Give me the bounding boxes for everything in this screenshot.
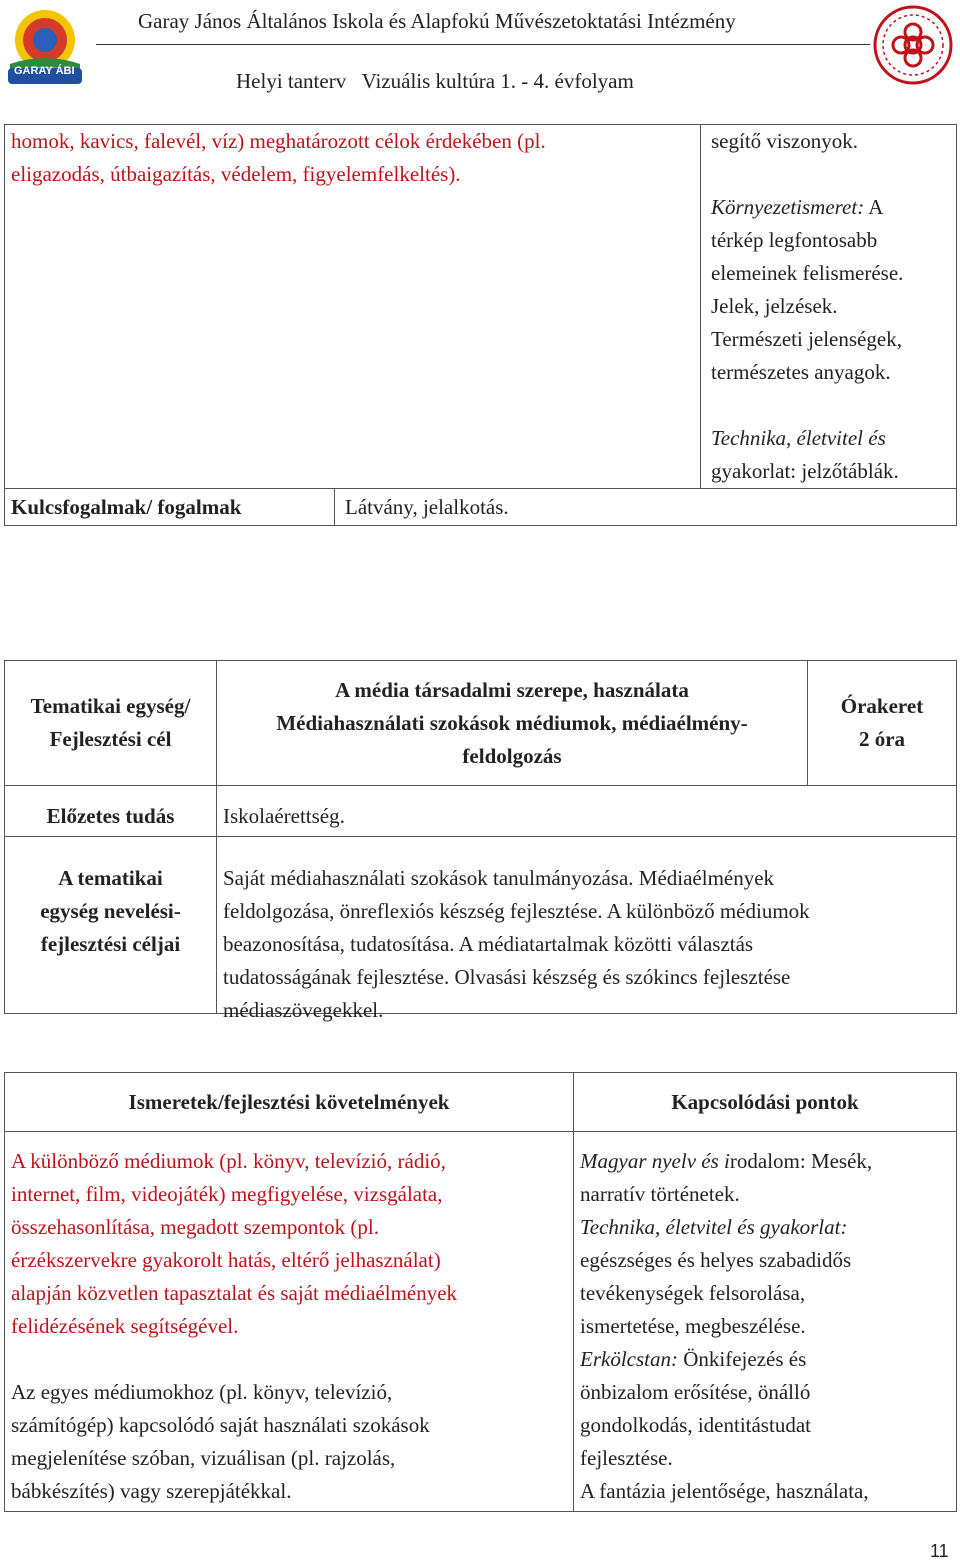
text-line: Jelek, jelzések. bbox=[711, 294, 838, 318]
requirement-line: Az egyes médiumokhoz (pl. könyv, televízió, bbox=[11, 1380, 393, 1404]
requirement-line: érzékszervekre gyakorolt hatás, eltérő jelhasználat) bbox=[11, 1248, 441, 1272]
unit-label-cell bbox=[4, 660, 217, 786]
requirement-line: összehasonlítása, megadott szempontok (pl. bbox=[11, 1215, 380, 1239]
header-divider bbox=[96, 44, 870, 45]
text-line: gyakorlat: jelzőtáblák. bbox=[711, 459, 899, 483]
text-line: Természeti jelenségek, bbox=[711, 327, 902, 351]
goal-line: tudatosságának fejlesztése. Olvasási készség és szókincs fejlesztése bbox=[223, 965, 791, 989]
seal-logo bbox=[868, 2, 958, 88]
text-line: A tematikai bbox=[58, 866, 163, 890]
key-concepts-value: Látvány, jelalkotás. bbox=[334, 488, 957, 526]
text-line: ismertetése, megbeszélése. bbox=[580, 1314, 806, 1338]
continuation-links-cell bbox=[700, 124, 957, 489]
goal-line: feldolgozása, önreflexiós készség fejlesztése. A különböző médiumok bbox=[223, 899, 810, 923]
requirement-line: alapján közvetlen tapasztalat és saját médiaélmények bbox=[11, 1281, 458, 1305]
literature-link bbox=[580, 1145, 950, 1178]
hours-label: Órakeret bbox=[840, 694, 924, 718]
link-label: Erkölcstan: bbox=[580, 1347, 678, 1371]
text-line: Fejlesztési cél bbox=[49, 727, 172, 751]
requirement-line: felidézésének segítségével. bbox=[11, 1314, 239, 1338]
text-line: gondolkodás, identitástudat bbox=[580, 1413, 811, 1437]
hours-cell bbox=[807, 660, 957, 786]
requirement-line: internet, film, videojáték) megfigyelése, vizsgálata, bbox=[11, 1182, 443, 1206]
link-label: Magyar nyelv és i bbox=[580, 1149, 730, 1173]
goal-line: Saját médiahasználati szokások tanulmányozása. Médiaélmények bbox=[223, 866, 775, 890]
text-line: elemeinek felismerése. bbox=[711, 261, 904, 285]
links-header: Kapcsolódási pontok bbox=[573, 1072, 957, 1132]
ethics-link bbox=[580, 1343, 950, 1376]
prior-knowledge-value: Iskolaérettség. bbox=[223, 804, 345, 828]
requirements-header: Ismeretek/fejlesztési követelmények bbox=[4, 1072, 574, 1132]
text-line: A média társadalmi szerepe, használata bbox=[335, 677, 689, 702]
requirement-line: megjelenítése szóban, vizuálisan (pl. rajzolás, bbox=[11, 1446, 396, 1470]
text-line: tevékenységek felsorolása, bbox=[580, 1281, 806, 1305]
text-line: természetes anyagok. bbox=[711, 360, 891, 384]
technology-link-label: Technika, életvitel és gyakorlat: bbox=[580, 1215, 848, 1239]
text-line: fejlesztése. bbox=[580, 1446, 673, 1470]
unit-title-cell bbox=[216, 660, 808, 786]
requirements-cell bbox=[4, 1131, 574, 1512]
goals-label-column bbox=[4, 785, 217, 1014]
link-text: rodalom: Mesék, bbox=[729, 1149, 873, 1173]
text-line: homok, kavics, falevél, víz) meghatározott célok érdekében (pl. bbox=[11, 129, 546, 153]
text-line: segítő viszonyok. bbox=[711, 129, 858, 153]
text-line: egészséges és helyes szabadidős bbox=[580, 1248, 852, 1272]
technology-link-label: Technika, életvitel és bbox=[711, 426, 886, 450]
text-line: önbizalom erősítése, önálló bbox=[580, 1380, 811, 1404]
page-number: 11 bbox=[930, 1541, 949, 1561]
prior-knowledge-label: Előzetes tudás bbox=[46, 804, 175, 828]
logo-caption: GARAY ÁBI bbox=[14, 65, 75, 77]
curriculum-title: Helyi tanterv Vizuális kultúra 1. - 4. évfolyam bbox=[236, 69, 634, 93]
key-concepts-label: Kulcsfogalmak/ fogalmak bbox=[4, 488, 335, 526]
text-line: Tematikai egység/ bbox=[30, 694, 191, 718]
text-line: Médiahasználati szokások médiumok, médiaélmény- bbox=[276, 710, 748, 735]
requirement-line: A különböző médiumok (pl. könyv, televízió, rádió, bbox=[11, 1149, 446, 1173]
continuation-requirements-cell bbox=[4, 124, 701, 489]
links-cell bbox=[573, 1131, 957, 1512]
school-logo bbox=[2, 2, 88, 88]
text-line: narratív történetek. bbox=[580, 1182, 740, 1206]
environment-link bbox=[711, 191, 950, 224]
text-line: feldolgozás bbox=[462, 743, 562, 768]
goal-line: médiaszövegekkel. bbox=[223, 998, 384, 1022]
link-label: Környezetismeret: bbox=[711, 195, 865, 219]
hours-value: 2 óra bbox=[858, 727, 906, 751]
link-text: Önkifejezés és bbox=[677, 1347, 807, 1371]
requirement-line: számítógép) kapcsolódó saját használati szokások bbox=[11, 1413, 430, 1437]
school-name: Garay János Általános Iskola és Alapfokú Művészetoktatási Intézmény bbox=[138, 9, 736, 33]
requirement-line: bábkészítés) vagy szerepjátékkal. bbox=[11, 1479, 292, 1503]
text-line: eligazodás, útbaigazítás, védelem, figyelemfelkeltés). bbox=[11, 162, 461, 186]
goal-line: beazonosítása, tudatosítása. A médiatartalmak közötti választás bbox=[223, 932, 754, 956]
text-line: térkép legfontosabb bbox=[711, 228, 878, 252]
text-line: A fantázia jelentősége, használata, bbox=[580, 1479, 869, 1503]
text-line: egység nevelési- bbox=[40, 899, 181, 923]
text-line: fejlesztési céljai bbox=[40, 932, 181, 956]
link-text: A bbox=[864, 195, 884, 219]
goals-value-column bbox=[216, 785, 957, 1022]
